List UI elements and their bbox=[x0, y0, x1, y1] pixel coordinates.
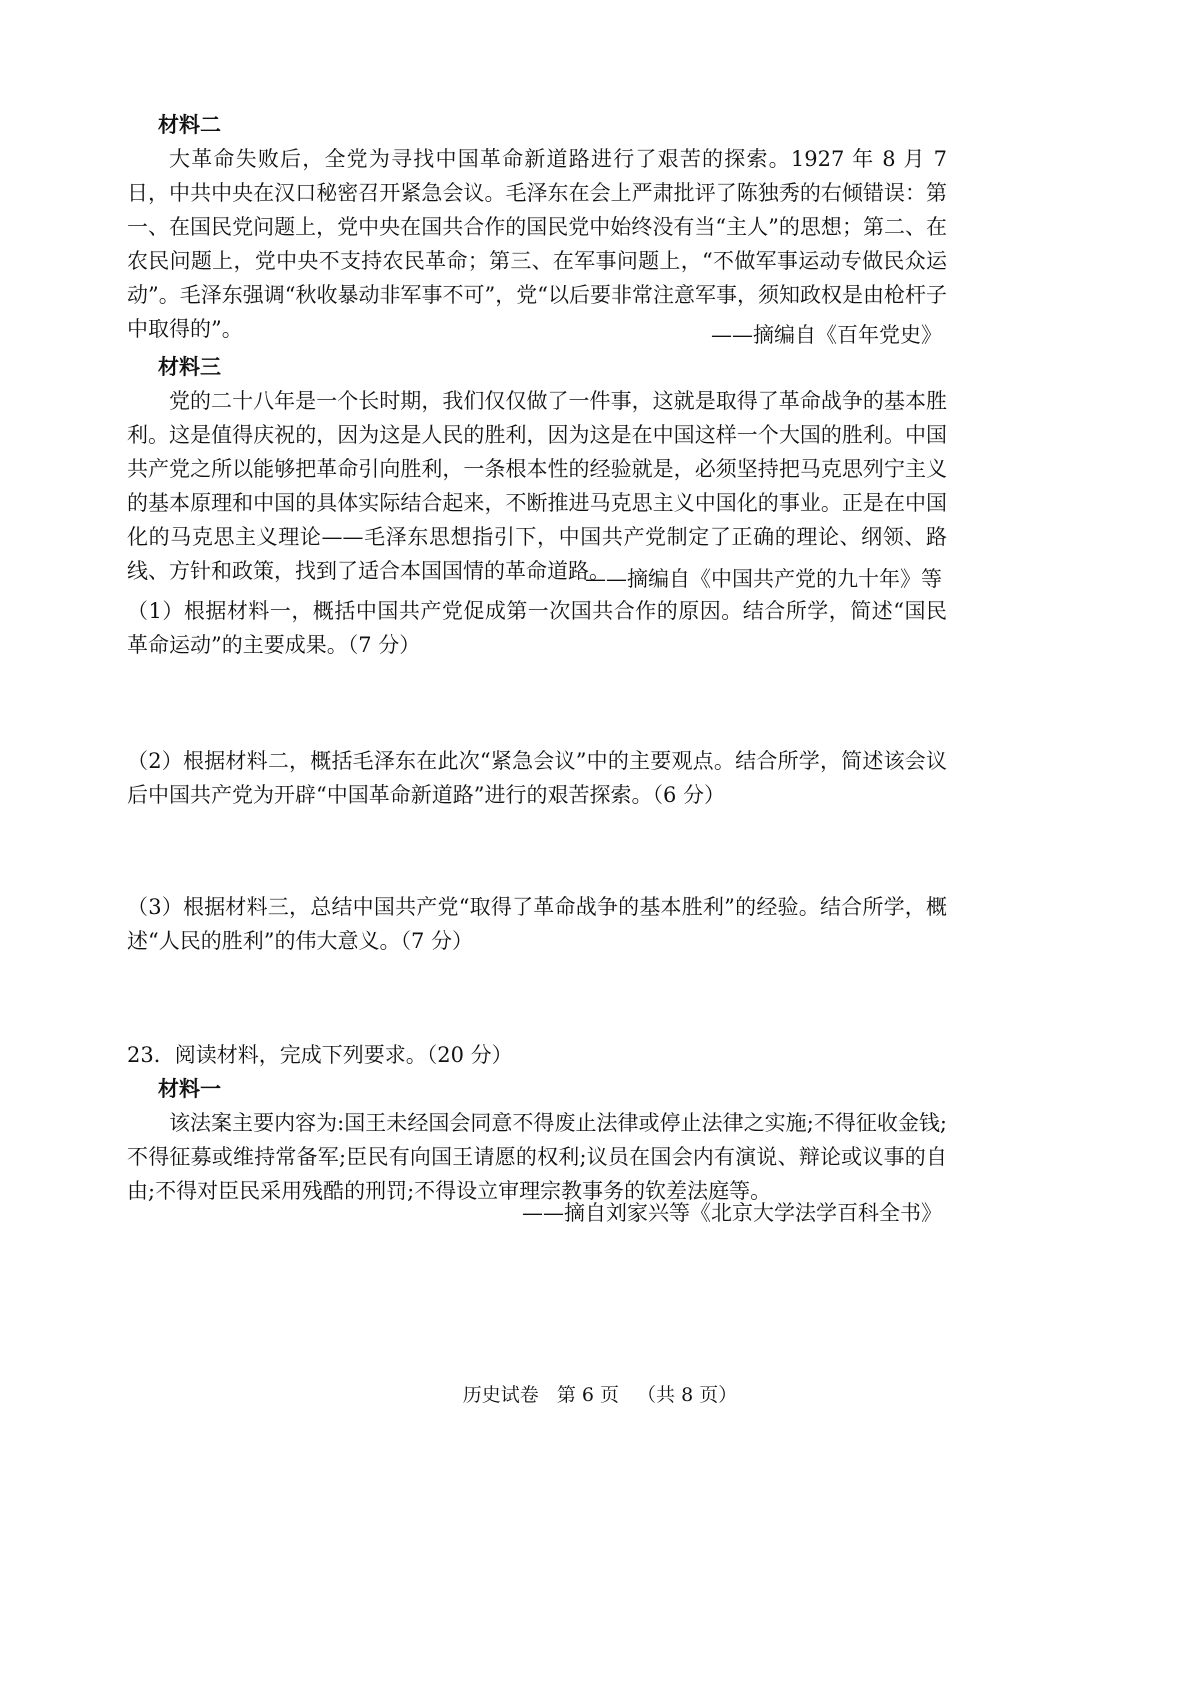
material-3-text bbox=[127, 384, 947, 588]
footer-subject: 历史试卷 bbox=[462, 1384, 539, 1406]
material-3-source: ——摘编自《中国共产党的九十年》等 bbox=[585, 567, 942, 591]
footer-total-pages: （共 8 页） bbox=[637, 1384, 738, 1406]
question-1: （1）根据材料一，概括中国共产党促成第一次国共合作的原因。结合所学，简述“国民革命运动”的主要成果。（7 分） bbox=[127, 599, 947, 657]
footer-page-number: 第 6 页 bbox=[556, 1384, 619, 1406]
question-3: （3）根据材料三，总结中国共产党“取得了革命战争的基本胜利”的经验。结合所学，概述“人民的胜利”的伟大意义。（7 分） bbox=[127, 895, 947, 953]
question-23-title: 23．阅读材料，完成下列要求。（20 分） bbox=[127, 1043, 513, 1067]
q23-material-1-text bbox=[127, 1106, 947, 1208]
material-2-source: ——摘编自《百年党史》 bbox=[711, 323, 942, 347]
material-2-text bbox=[127, 142, 947, 346]
q23-material-1-source: ——摘自刘家兴等《北京大学法学百科全书》 bbox=[522, 1201, 942, 1225]
q23-material-1-heading: 材料一 bbox=[158, 1077, 221, 1101]
page-footer bbox=[0, 1378, 1200, 1412]
material-2-paragraph: 大革命失败后，全党为寻找中国革命新道路进行了艰苦的探索。1927 年 8 月 7 日，中共中央在汉口秘密召开紧急会议。毛泽东在会上严肃批评了陈独秀的右倾错误：第一、在国民党问题上，党中央在国共合作的国民党中始终没有当“主人”的思想；第二、在农民问题上，党中央不支持农民革命；第三、在军事问题上，“不做军事运动专做民众运动”。毛泽东强调“秋收暴动非军事不可”，党“以后要非常注意军事，须知政权是由枪杆子中取得的”。 bbox=[127, 147, 947, 341]
q23-material-1-paragraph: 该法案主要内容为:国王未经国会同意不得废止法律或停止法律之实施;不得征收金钱;不得征募或维持常备军;臣民有向国王请愿的权利;议员在国会内有演说、辩论或议事的自由;不得对臣民采用残酷的刑罚;不得设立审理宗教事务的钦差法庭等。 bbox=[127, 1111, 947, 1203]
question-2: （2）根据材料二，概括毛泽东在此次“紧急会议”中的主要观点。结合所学，简述该会议后中国共产党为开辟“中国革命新道路”进行的艰苦探索。（6 分） bbox=[127, 749, 947, 807]
material-2-heading: 材料二 bbox=[158, 113, 221, 137]
material-3-heading: 材料三 bbox=[158, 355, 221, 379]
material-3-paragraph: 党的二十八年是一个长时期，我们仅仅做了一件事，这就是取得了革命战争的基本胜利。这是值得庆祝的，因为这是人民的胜利，因为这是在中国这样一个大国的胜利。中国共产党之所以能够把革命引向胜利，一条根本性的经验就是，必须坚持把马克思列宁主义的基本原理和中国的具体实际结合起来，不断推进马克思主义中国化的事业。正是在中国化的马克思主义理论——毛泽东思想指引下，中国共产党制定了正确的理论、纲领、路线、方针和政策，找到了适合本国国情的革命道路。 bbox=[127, 389, 947, 583]
